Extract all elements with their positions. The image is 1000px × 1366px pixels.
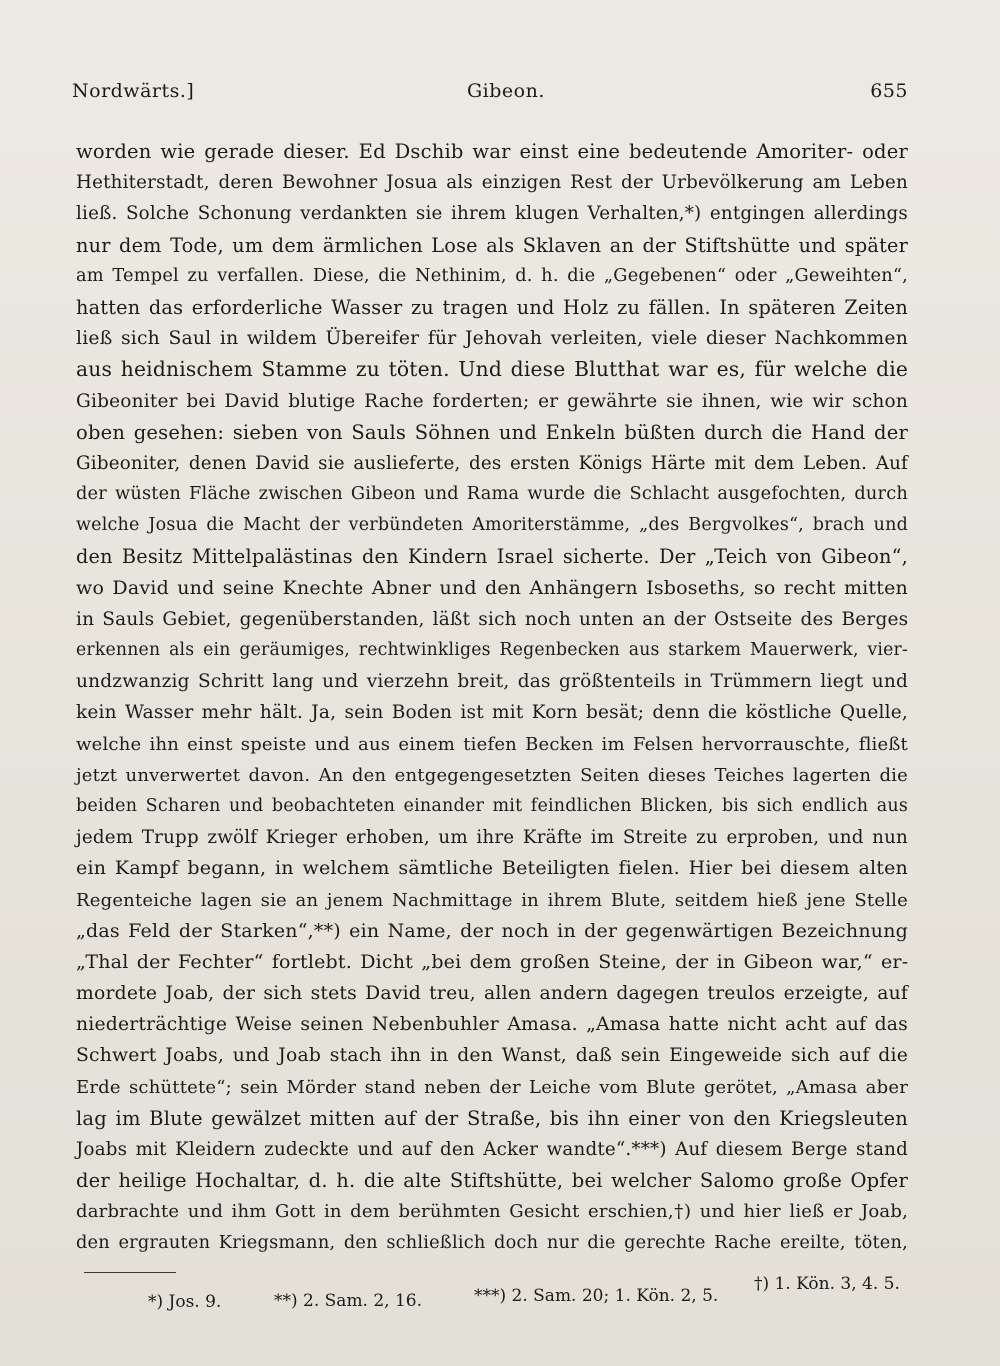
text-line: beiden Scharen und beobachteten einander mit feindlichen Blicken, bis sich endlich aus [76,795,908,816]
text-line: Regenteiche lagen sie an jenem Nachmittage in ihrem Blute, seitdem hieß jene Stelle [76,889,908,911]
body-text [76,136,908,1259]
text-line: Joabs mit Kleidern zudeckte und auf den Acker wandte“.***) Auf diesem Berge stand [76,1139,908,1160]
text-line: in Sauls Gebiet, gegenüberstanden, läßt sich noch unten an der Ostseite des Berges [76,608,909,630]
text-line: wo David und seine Knechte Abner und den Anhängern Isboseths, so recht mitten [76,576,908,599]
running-header [72,80,908,110]
text-line: niederträchtige Weise seinen Nebenbuhler Amasa. „Amasa hatte nicht acht auf das [76,1014,908,1036]
text-line: Gibeoniter bei David blutige Rache forderten; er gewährte sie ihnen, wie wir schon [76,390,908,412]
footnote: **) 2. Sam. 2, 16. [274,1291,423,1311]
text-line: am Tempel zu verfallen. Diese, die Nethinim, d. h. die „Gegebenen“ oder „Geweihten“, [76,265,908,286]
text-line: darbrachte und ihm Gott in dem berühmten Gesicht erschien,†) und hier ließ er Joab, [76,1201,908,1223]
text-line: ein Kampf begann, in welchem sämtliche Beteiligten fielen. Hier bei diesem alten [76,857,908,880]
header-title: Gibeon. [467,80,545,102]
text-line: der heilige Hochaltar, d. h. die alte Stiftshütte, bei welcher Salomo große Opfer [76,1169,908,1193]
header-section-label: Nordwärts.] [72,80,195,102]
text-line: Schwert Joabs, und Joab stach ihn in den Wanst, daß sein Eingeweide sich auf die [76,1045,908,1067]
text-line: hatten das erforderliche Wasser zu tragen und Holz zu fällen. In späteren Zeiten [76,295,908,319]
text-line: lag im Blute gewälzet mitten auf der Straße, bis ihn einer von den Kriegsleuten [76,1106,908,1130]
text-line: erkennen als ein geräumiges, rechtwinkliges Regenbecken aus starkem Mauerwerk, vier- [76,640,908,660]
text-line: Gibeoniter, denen David sie auslieferte, des ersten Königs Härte mit dem Leben. Auf [76,452,908,474]
text-line: mordete Joab, der sich stets David treu, allen andern dagegen treulos erzeigte, auf [76,983,908,1005]
footnotes [0,1274,1000,1318]
text-line: ließ. Solche Schonung verdankten sie ihrem klugen Verhalten,*) entgingen allerdings [76,203,908,225]
text-line: kein Wasser mehr hält. Ja, sein Boden ist mit Korn besät; denn die köstliche Quelle, [76,702,908,724]
text-line: den Besitz Mittelpalästinas den Kindern Israel sicherte. Der „Teich von Gibeon“, [76,545,908,569]
footnote: †) 1. Kön. 3, 4. 5. [754,1274,900,1294]
text-line: ließ sich Saul in wildem Übereifer für Jehovah verleiten, viele dieser Nachkommen [76,328,908,350]
text-line: jetzt unverwertet davon. An den entgegengesetzten Seiten dieses Teiches lagerten die [76,764,908,786]
page-number: 655 [870,80,908,102]
footnote: ***) 2. Sam. 20; 1. Kön. 2, 5. [474,1286,719,1306]
text-line: oben gesehen: sieben von Sauls Söhnen und Enkeln büßten durch die Hand der [76,420,908,444]
text-line: worden wie gerade dieser. Ed Dschib war einst eine bedeutende Amoriter- oder [76,140,908,163]
text-line: den ergrauten Kriegsmann, den schließlich doch nur die gerechte Rache ereilte, töten, [76,1232,908,1253]
text-line: undzwanzig Schritt lang und vierzehn breit, das größtenteils in Trümmern liegt und [76,671,908,693]
footnote-divider [84,1272,176,1273]
footnote: *) Jos. 9. [148,1292,222,1312]
text-line: Erde schüttete“; sein Mörder stand neben der Leiche vom Blute gerötet, „Amasa aber [76,1076,908,1098]
text-line: „das Feld der Starken“,**) ein Name, der noch in der gegenwärtigen Bezeichnung [76,919,908,942]
text-line: nur dem Tode, um dem ärmlichen Lose als Sklaven an der Stiftshütte und später [76,233,908,257]
text-line: der wüsten Fläche zwischen Gibeon und Rama wurde die Schlacht ausgefochten, durch [76,484,908,505]
text-line: „Thal der Fechter“ fortlebt. Dicht „bei dem großen Steine, der in Gibeon war,“ er- [76,950,909,973]
text-line: welche ihn einst speiste und aus einem tiefen Becken im Felsen hervorrauschte, fließt [76,733,908,755]
text-line: jedem Trupp zwölf Krieger erhoben, um ihre Kräfte im Streite zu erproben, und nun [76,827,908,849]
text-line: welche Josua die Macht der verbündeten Amoriterstämme, „des Bergvolkes“, brach und [76,515,908,536]
text-line: aus heidnischem Stamme zu töten. Und diese Blutthat war es, für welche die [76,357,909,382]
text-line: Hethiterstadt, deren Bewohner Josua als einzigen Rest der Urbevölkerung am Leben [76,172,908,194]
